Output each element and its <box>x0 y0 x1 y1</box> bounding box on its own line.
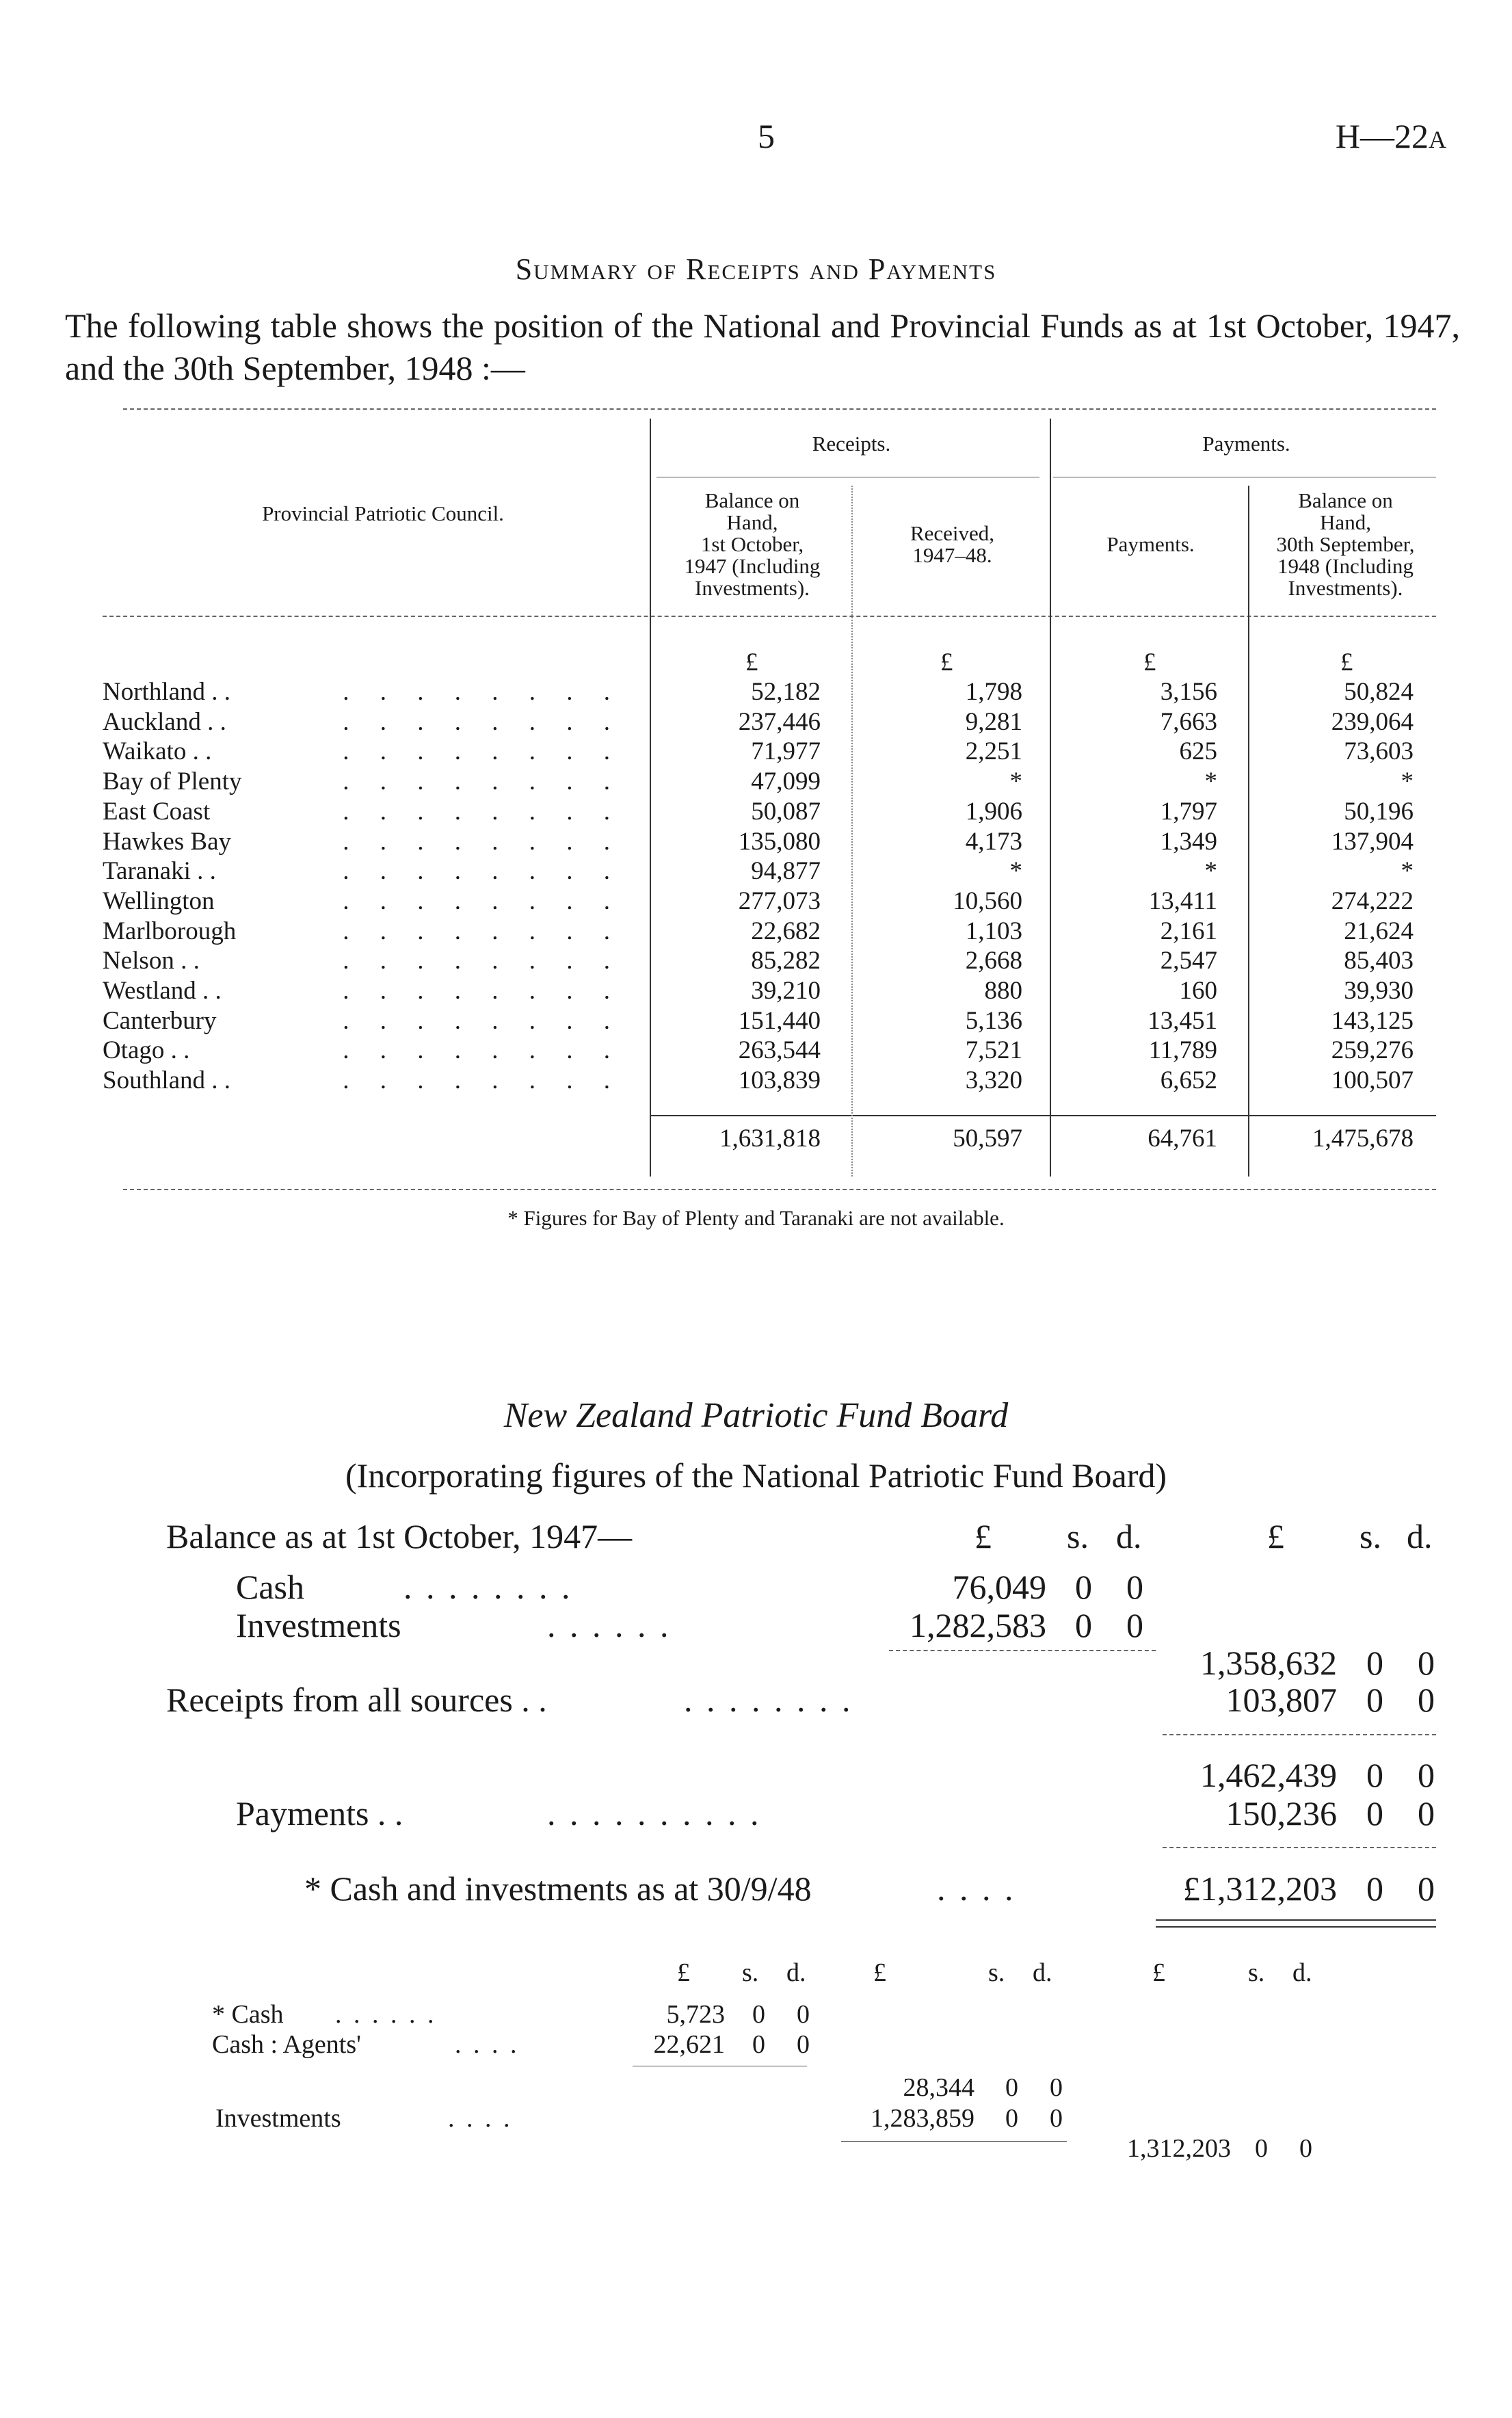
subtotal-d: 0 <box>1418 1756 1435 1794</box>
cell-balance-open: 263,544 <box>738 1036 821 1064</box>
section-title: Summary of Receipts and Payments <box>515 252 997 286</box>
breakdown-grand-d: 0 <box>1299 2134 1312 2163</box>
cell-payments: * <box>1204 767 1217 796</box>
total-balance-open: 1,631,818 <box>719 1125 821 1153</box>
col-divider-4 <box>1248 486 1249 1177</box>
cell-balance-close: 100,507 <box>1331 1066 1414 1094</box>
header-balance-open <box>653 490 851 599</box>
col-head-d: d. <box>1407 1517 1433 1555</box>
leader-dots: . . . . . . . . <box>343 1066 622 1094</box>
col-divider-2 <box>851 486 853 1177</box>
cell-balance-close: 259,276 <box>1331 1036 1414 1064</box>
breakdown-grand-total: 1,312,203 <box>1127 2134 1231 2163</box>
leader-dots: . . . . . . . . <box>343 767 622 796</box>
breakdown-agents-s: 0 <box>752 2030 765 2059</box>
header-council: Provincial Patriotic Council. <box>262 501 504 525</box>
cell-received: 7,521 <box>965 1036 1022 1064</box>
leader-dots: . . . . . . . . <box>343 828 622 856</box>
cell-balance-close: 137,904 <box>1331 828 1414 856</box>
cell-balance-open: 237,446 <box>738 708 821 736</box>
currency-symbol: £ <box>1143 648 1156 676</box>
double-rule-top <box>1156 1919 1436 1921</box>
payments-amount: 150,236 <box>1225 1794 1337 1832</box>
cell-balance-open: 47,099 <box>751 767 821 796</box>
total-balance-close: 1,475,678 <box>1312 1125 1414 1153</box>
closing-amount: £1,312,203 <box>1183 1869 1337 1908</box>
header-received <box>855 523 1050 566</box>
cell-balance-close: 73,603 <box>1344 737 1414 765</box>
leader-dots: . . . . . . . . <box>343 917 622 945</box>
cash-d: 0 <box>1126 1568 1143 1606</box>
payments-d: 0 <box>1418 1794 1435 1832</box>
row-council-name <box>103 677 622 707</box>
leader-dots: . . . . . . . . <box>343 737 622 765</box>
cell-payments: 1,797 <box>1160 798 1217 826</box>
breakdown-agents-amount: 22,621 <box>653 2030 725 2059</box>
row-council-label: Waikato . . <box>103 737 212 765</box>
cell-payments: 3,156 <box>1160 678 1217 706</box>
board-subtitle: (Incorporating figures of the National Patriotic Fund Board) <box>345 1456 1167 1495</box>
header-received-line: 1947–48. <box>912 543 992 567</box>
col-divider-1 <box>650 419 651 1177</box>
leader-dots: . . . . <box>455 2030 520 2059</box>
cell-received: 4,173 <box>965 828 1022 856</box>
cell-received: 2,251 <box>965 737 1022 765</box>
header-balance-close <box>1251 490 1440 599</box>
row-council-label: Northland . . <box>103 678 231 706</box>
col-divider-3 <box>1050 419 1051 1177</box>
cell-received: 1,103 <box>965 917 1022 945</box>
cell-payments: 7,663 <box>1160 708 1217 736</box>
cell-received: 3,320 <box>965 1066 1022 1094</box>
table-bottom-rule <box>123 1189 1436 1190</box>
col-head-s: s. <box>742 1958 759 1987</box>
cell-received: 9,281 <box>965 708 1022 736</box>
leader-dots: . . . . . . . . <box>343 1036 622 1064</box>
cell-balance-close: 239,064 <box>1331 708 1414 736</box>
col-head-s: s. <box>1360 1517 1381 1555</box>
header-balance-open-line: Investments). <box>695 576 810 600</box>
header-bottom-rule <box>103 616 1436 617</box>
cell-balance-open: 39,210 <box>751 977 821 1005</box>
cell-payments: 625 <box>1179 737 1217 765</box>
row-council-name <box>103 917 622 946</box>
header-balance-close-line: Investments). <box>1288 576 1403 600</box>
receipts-s: 0 <box>1366 1681 1383 1719</box>
row-council-name <box>103 1066 622 1095</box>
page-number: 5 <box>758 117 775 155</box>
document-reference <box>1336 116 1446 156</box>
header-receipts: Receipts. <box>812 432 891 456</box>
cell-balance-open: 135,080 <box>738 828 821 856</box>
cell-balance-close: 85,403 <box>1344 947 1414 975</box>
cell-balance-close: 50,824 <box>1344 678 1414 706</box>
total-payments: 64,761 <box>1148 1125 1217 1153</box>
header-payments: Payments. <box>1202 432 1290 456</box>
cell-balance-open: 151,440 <box>738 1007 821 1035</box>
leader-dots: . . . . . . . . <box>343 857 622 885</box>
closing-d: 0 <box>1418 1869 1435 1908</box>
row-council-name <box>103 707 622 737</box>
breakdown-investments-d: 0 <box>1050 2104 1063 2133</box>
investments-s: 0 <box>1075 1606 1092 1644</box>
breakdown-cash-s: 0 <box>752 2000 765 2029</box>
payments-s: 0 <box>1366 1794 1383 1832</box>
opening-d: 0 <box>1418 1644 1435 1682</box>
cash-amount: 76,049 <box>952 1568 1046 1606</box>
leader-dots: . . . . . . . . . . <box>547 1794 762 1832</box>
breakdown-cash-label: * Cash <box>212 2000 284 2029</box>
currency-symbol: £ <box>1340 648 1353 676</box>
doc-ref-main: H—22 <box>1335 117 1429 155</box>
col-head-d: d. <box>1033 1958 1052 1987</box>
total-received: 50,597 <box>953 1125 1022 1153</box>
cell-balance-open: 52,182 <box>751 678 821 706</box>
row-council-label: Westland . . <box>103 977 222 1005</box>
col-head-s: s. <box>988 1958 1005 1987</box>
row-council-name <box>103 1036 622 1065</box>
cell-received: 5,136 <box>965 1007 1022 1035</box>
row-council-name <box>103 976 622 1006</box>
table-footnote: * Figures for Bay of Plenty and Taranaki are not available. <box>507 1206 1005 1230</box>
row-council-label: Bay of Plenty <box>103 767 242 796</box>
cell-received: 1,906 <box>965 798 1022 826</box>
subtotal-rule <box>1163 1734 1436 1735</box>
header-payments-col: Payments. <box>1106 532 1195 556</box>
cell-balance-open: 103,839 <box>738 1066 821 1094</box>
cell-balance-open: 85,282 <box>751 947 821 975</box>
table-top-rule <box>123 408 1436 410</box>
col-head-d: d. <box>1292 1958 1312 1987</box>
cell-received: 1,798 <box>965 678 1022 706</box>
subtotal-rule <box>1163 1847 1436 1848</box>
cell-balance-close: 21,624 <box>1344 917 1414 945</box>
cell-balance-open: 50,087 <box>751 798 821 826</box>
subtotal-amount: 1,462,439 <box>1200 1756 1337 1794</box>
cell-payments: 13,451 <box>1148 1007 1217 1035</box>
breakdown-cash-total-s: 0 <box>1005 2073 1018 2102</box>
col-head-pound: £ <box>1267 1517 1284 1555</box>
col-head-d: d. <box>786 1958 806 1987</box>
cell-received: 2,668 <box>965 947 1022 975</box>
leader-dots: . . . . . . <box>335 2000 437 2029</box>
col-head-d: d. <box>1116 1517 1142 1555</box>
row-council-label: Otago . . <box>103 1036 190 1064</box>
subtotal-rule <box>889 1650 1156 1651</box>
row-council-label: Hawkes Bay <box>103 828 232 856</box>
header-balance-open-line: 1947 (Including <box>684 554 821 578</box>
leader-dots: . . . . . . . . <box>343 678 622 706</box>
header-received-line: Received, <box>910 521 995 545</box>
row-council-name <box>103 767 622 796</box>
leader-dots: . . . . <box>937 1869 1016 1908</box>
breakdown-cash-total-d: 0 <box>1050 2073 1063 2102</box>
cell-payments: 1,349 <box>1160 828 1217 856</box>
leader-dots: . . . . . . <box>547 1606 672 1644</box>
receipts-d: 0 <box>1418 1681 1435 1719</box>
row-council-name <box>103 856 622 886</box>
cell-payments: 6,652 <box>1160 1066 1217 1094</box>
row-council-name <box>103 797 622 826</box>
cell-payments: 2,547 <box>1160 947 1217 975</box>
investments-label: Investments <box>236 1606 401 1644</box>
row-council-name <box>103 946 622 975</box>
cell-balance-close: 39,930 <box>1344 977 1414 1005</box>
cell-balance-open: 94,877 <box>751 857 821 885</box>
breakdown-grand-s: 0 <box>1255 2134 1268 2163</box>
leader-dots: . . . . <box>448 2104 513 2133</box>
cell-payments: 13,411 <box>1148 887 1217 915</box>
subtotal-s: 0 <box>1366 1756 1383 1794</box>
header-balance-open-line: 1st October, <box>700 532 804 556</box>
cell-balance-close: * <box>1401 767 1414 796</box>
currency-symbol: £ <box>745 648 758 676</box>
breakdown-cash-total: 28,344 <box>903 2073 974 2102</box>
row-council-label: Marlborough <box>103 917 237 945</box>
header-balance-open-line: Balance on <box>704 488 800 512</box>
cell-payments: 11,789 <box>1148 1036 1217 1064</box>
header-balance-close-line: Balance on <box>1298 488 1393 512</box>
col-head-pound: £ <box>873 1958 886 1987</box>
breakdown-cash-d: 0 <box>797 2000 810 2029</box>
investments-d: 0 <box>1126 1606 1143 1644</box>
header-balance-open-line: Hand, <box>726 510 778 534</box>
cash-label: Cash <box>236 1568 304 1606</box>
row-council-label: East Coast <box>103 798 211 826</box>
row-council-name <box>103 737 622 766</box>
breakdown-agents-d: 0 <box>797 2030 810 2059</box>
leader-dots: . . . . . . . . <box>403 1568 573 1606</box>
row-council-name <box>103 886 622 916</box>
col-head-s: s. <box>1067 1517 1089 1555</box>
header-balance-close-line: Hand, <box>1320 510 1371 534</box>
closing-s: 0 <box>1366 1869 1383 1908</box>
cell-balance-open: 71,977 <box>751 737 821 765</box>
leader-dots: . . . . . . . . <box>343 977 622 1005</box>
row-council-label: Nelson . . <box>103 947 200 975</box>
cell-payments: * <box>1204 857 1217 885</box>
col-head-pound: £ <box>1152 1958 1165 1987</box>
cell-balance-open: 277,073 <box>738 887 821 915</box>
row-council-label: Canterbury <box>103 1007 217 1035</box>
leader-dots: . . . . . . . . <box>343 947 622 975</box>
row-council-label: Taranaki . . <box>103 857 216 885</box>
cell-balance-close: 143,125 <box>1331 1007 1414 1035</box>
breakdown-investments-label: Investments <box>215 2104 341 2133</box>
receipts-label: Receipts from all sources . . <box>166 1681 547 1719</box>
row-council-label: Southland . . <box>103 1066 231 1094</box>
cash-s: 0 <box>1075 1568 1092 1606</box>
row-council-label: Wellington <box>103 887 215 915</box>
opening-total: 1,358,632 <box>1200 1644 1337 1682</box>
closing-label: * Cash and investments as at 30/9/48 <box>304 1869 812 1908</box>
totals-rule <box>650 1115 1436 1116</box>
cell-received: * <box>1009 857 1022 885</box>
breakdown-cash-amount: 5,723 <box>666 2000 725 2029</box>
row-council-name <box>103 1006 622 1036</box>
header-balance-close-line: 30th September, <box>1276 532 1415 556</box>
intro-paragraph: The following table shows the position of the National and Provincial Funds as at 1st October, 1947, and the 30th September, 1948 :— <box>65 306 1460 387</box>
cell-received: 10,560 <box>953 887 1022 915</box>
row-council-label: Auckland . . <box>103 708 226 736</box>
balance-label: Balance as at 1st October, 1947— <box>166 1517 633 1555</box>
cell-received: 880 <box>984 977 1022 1005</box>
cell-payments: 2,161 <box>1160 917 1217 945</box>
cell-payments: 160 <box>1179 977 1217 1005</box>
opening-s: 0 <box>1366 1644 1383 1682</box>
currency-symbol: £ <box>940 648 953 676</box>
col-head-pound: £ <box>974 1517 992 1555</box>
breakdown-investments-amount: 1,283,859 <box>871 2104 974 2133</box>
cell-balance-close: 274,222 <box>1331 887 1414 915</box>
payments-label: Payments . . <box>236 1794 403 1832</box>
cell-balance-open: 22,682 <box>751 917 821 945</box>
leader-dots: . . . . . . . . <box>343 1007 622 1035</box>
leader-dots: . . . . . . . . <box>343 887 622 915</box>
cell-balance-close: * <box>1401 857 1414 885</box>
doc-ref-suffix: A <box>1429 126 1446 153</box>
header-balance-close-line: 1948 (Including <box>1277 554 1414 578</box>
row-council-name <box>103 827 622 856</box>
cell-balance-close: 50,196 <box>1344 798 1414 826</box>
double-rule-bottom <box>1156 1926 1436 1928</box>
col-head-pound: £ <box>677 1958 690 1987</box>
leader-dots: . . . . . . . . <box>343 798 622 826</box>
receipts-amount: 103,807 <box>1225 1681 1337 1719</box>
cell-received: * <box>1009 767 1022 796</box>
leader-dots: . . . . . . . . <box>343 708 622 736</box>
col-head-s: s. <box>1248 1958 1265 1987</box>
breakdown-investments-s: 0 <box>1005 2104 1018 2133</box>
subtotal-rule <box>841 2141 1067 2142</box>
breakdown-agents-label: Cash : Agents' <box>212 2030 361 2059</box>
board-title: New Zealand Patriotic Fund Board <box>503 1396 1009 1435</box>
investments-amount: 1,282,583 <box>910 1606 1046 1644</box>
leader-dots: . . . . . . . . <box>684 1681 853 1719</box>
